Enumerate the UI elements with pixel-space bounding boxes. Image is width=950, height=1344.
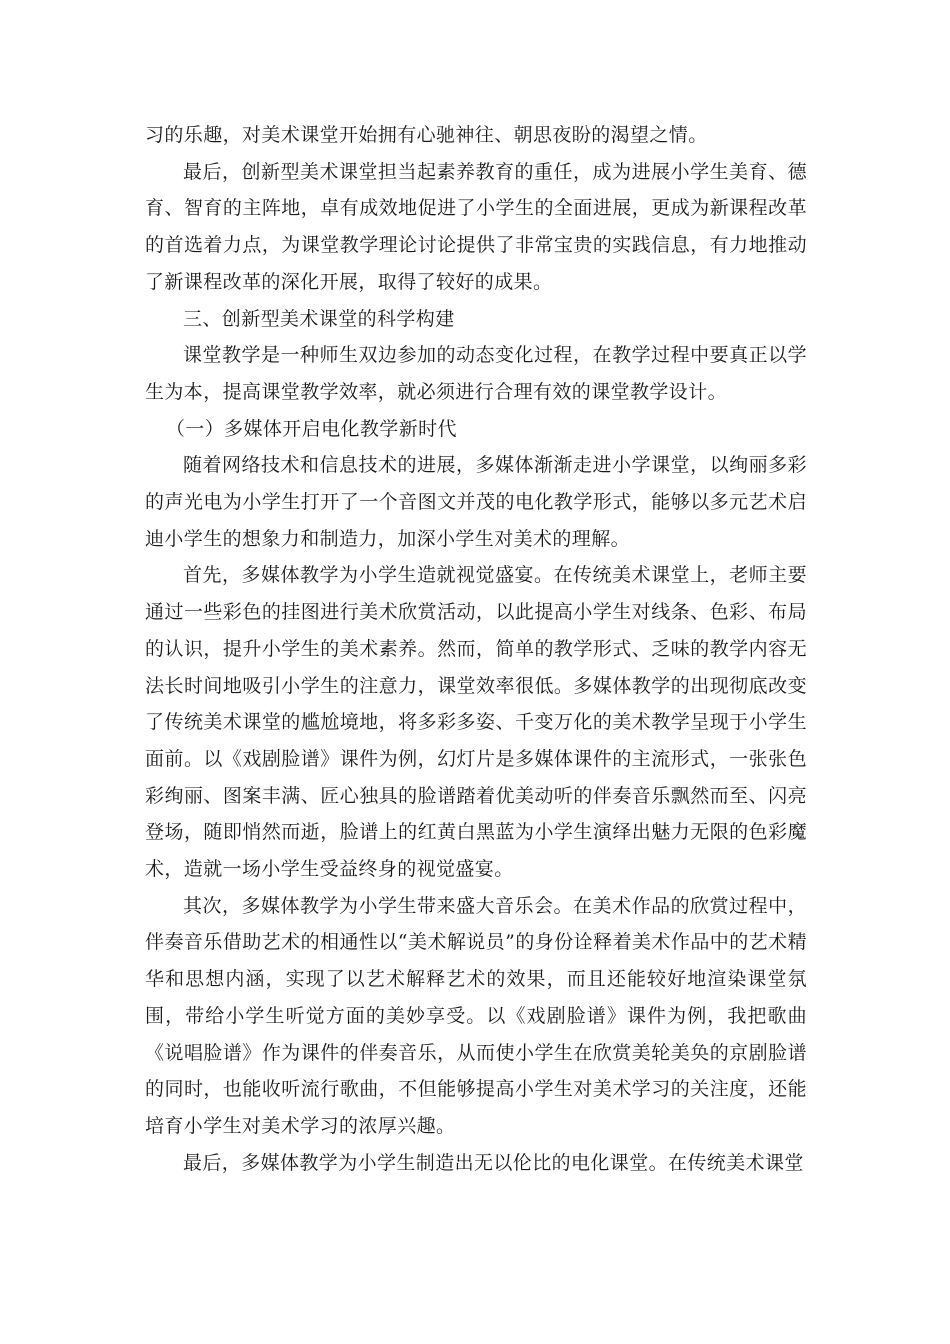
paragraph-classroom-teaching: 课堂教学是一种师生双边参加的动态变化过程，在教学过程中要真正以学生为本，提高课堂教学效率，就必须进行合理有效的课堂教学设计。 [145, 344, 807, 403]
subsection-heading-1: （一）多媒体开启电化教学新时代 [165, 417, 457, 440]
paragraph-visual-feast: 首先，多媒体教学为小学生造就视觉盛宴。在传统美术课堂上，老师主要通过一些彩色的挂图进行美术欣赏活动，以此提高小学生对线条、色彩、布局的认识，提升小学生的美术素养。然而，简单的教学形式、乏味的教学内容无法长时间地吸引小学生的注意力，课堂效率很低。多媒体教学的出现彻底改变了传统美术课堂的尴尬境地，将多彩多姿、千变万化的美术教学呈现于小学生面前。以《戏剧脸谱》课件为例，幻灯片是多媒体课件的主流形式，一张张色彩绚丽、图案丰满、匠心独具的脸谱踏着优美动听的伴奏音乐飘然而至、闪亮登场，随即悄然而逝，脸谱上的红黄白黑蓝为小学生演绎出魅力无限的色彩魔术，造就一场小学生受益终身的视觉盛宴。 [145, 564, 807, 881]
section-heading-3: 三、创新型美术课堂的科学构建 [183, 307, 455, 330]
paragraph-electronic-classroom: 最后，多媒体教学为小学生制造出无以伦比的电化课堂。在传统美术课堂 [183, 1151, 804, 1174]
paragraph-continuation: 习的乐趣，对美术课堂开始拥有心驰神往、朝思夜盼的渴望之情。 [145, 124, 708, 146]
paragraph-innovation-responsibility: 最后，创新型美术课堂担当起素养教育的重任，成为进展小学生美育、德育、智育的主阵地，卓有成效地促进了小学生的全面进展，更成为新课程改革的首选着力点，为课堂教学理论讨论提供了非常宝贵的实践信息，有力地推动了新课程改革的深化开展，取得了较好的成果。 [145, 160, 807, 293]
paragraph-music-concert: 其次，多媒体教学为小学生带来盛大音乐会。在美术作品的欣赏过程中，伴奏音乐借助艺术的相通性以“美术解说员”的身份诠释着美术作品中的艺术精华和思想内涵，实现了以艺术解释艺术的效果，而且还能较好地渲染课堂氛围，带给小学生听觉方面的美妙享受。以《戏剧脸谱》课件为例，我把歌曲《说唱脸谱》作为课件的伴奏音乐，从而使小学生在欣赏美轮美奂的京剧脸谱的同时，也能收听流行歌曲，不但能够提高小学生对美术学习的关注度，还能培育小学生对美术学习的浓厚兴趣。 [145, 894, 807, 1137]
document-body [145, 117, 807, 1181]
paragraph-multimedia-intro: 随着网络技术和信息技术的进展，多媒体渐渐走进小学课堂，以绚丽多彩的声光电为小学生打开了一个音图文并茂的电化教学形式，能够以多元艺术启迪小学生的想象力和制造力，加深小学生对美术的理解。 [145, 454, 807, 550]
